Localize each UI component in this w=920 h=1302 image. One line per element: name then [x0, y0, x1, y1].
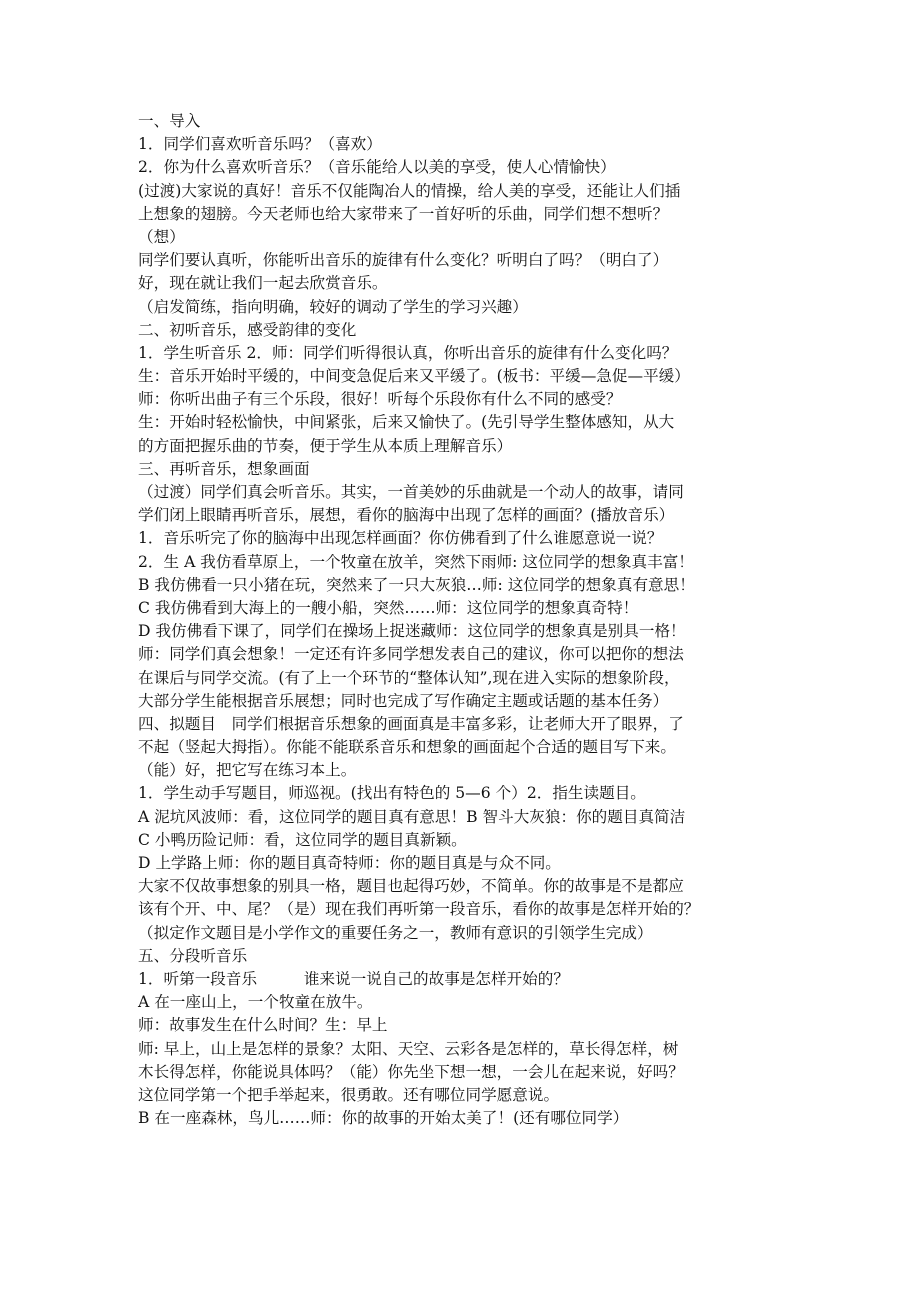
text-line: B 我仿佛看一只小猪在玩，突然来了一只大灰狼…师: 这位同学的想象真有意思！: [138, 575, 695, 594]
text-line: A 泥坑风波师：看，这位同学的题目真有意思！B 智斗大灰狼：你的题目真简洁: [138, 807, 686, 826]
text-line: 1．同学们喜欢听音乐吗？（喜欢）: [138, 135, 382, 154]
text-line: （拟定作文题目是小学作文的重要任务之一，教师有意识的引领学生完成）: [138, 923, 653, 942]
text-line: 大部分学生能根据音乐展想；同时也完成了写作确定主题或话题的基本任务）: [138, 691, 669, 710]
text-line: 不起（竖起大拇指）。你能不能联系音乐和想象的画面起个合适的题目写下来。: [138, 738, 676, 757]
text-line: 在课后与同学交流。(有了上一个环节的“整体认知”,现在进入实际的想象阶段，: [138, 668, 680, 687]
text-line: 师：你听出曲子有三个乐段，很好！听每个乐段你有什么不同的感受？: [138, 390, 622, 409]
section-heading-title: 四、拟题目 同学们根据音乐想象的画面真是丰富多彩，让老师大开了眼界，了: [138, 714, 684, 733]
text-line: （能）好，把它写在练习本上。: [138, 761, 357, 780]
text-line: (过渡)大家说的真好！音乐不仅能陶冶人的情操，给人美的享受，还能让人们插: [138, 181, 681, 200]
text-line: 生：音乐开始时平缓的，中间变急促后来又平缓了。(板书：平缓—急促—平缓）: [138, 367, 690, 386]
text-line: （启发简练，指向明确，较好的调动了学生的学习兴趣）: [138, 297, 528, 316]
text-line: 的方面把握乐曲的节奏，便于学生从本质上理解音乐）: [138, 436, 513, 455]
section-heading-first-listen: 二、初听音乐，感受韵律的变化: [138, 320, 357, 339]
section-heading-imagine: 三、再听音乐，想象画面: [138, 459, 310, 478]
section-heading-intro: 一、导入: [138, 112, 201, 130]
text-line: 学们闭上眼睛再听音乐，展想，看你的脑海中出现了怎样的画面？(播放音乐）: [138, 506, 675, 525]
text-line: C 小鸭历险记师：看，这位同学的题目真新颖。: [138, 830, 467, 849]
text-line: 2．你为什么喜欢听音乐？（音乐能给人以美的享受，使人心情愉快）: [138, 158, 616, 177]
text-line: （想）: [138, 227, 185, 246]
text-line: 2．生 A 我仿看草原上，一个牧童在放羊，突然下雨师: 这位同学的想象真丰富！: [138, 552, 694, 571]
text-line: 木长得怎样，你能说具体吗？（能）你先坐下想一想，一会儿在起来说，好吗？: [138, 1062, 684, 1081]
text-line: 师: 早上，山上是怎样的景象？太阳、天空、云彩各是怎样的，草长得怎样，树: [138, 1039, 679, 1058]
text-line: D 我仿佛看下课了，同学们在操场上捉迷藏师：这位同学的想象真是别具一格！: [138, 622, 686, 641]
text-line: B 在一座森林，鸟儿……师：你的故事的开始太美了！(还有哪位同学）: [138, 1109, 629, 1128]
text-line: （过渡）同学们真会听音乐。其实，一首美妙的乐曲就是一个动人的故事，请同: [138, 483, 684, 501]
text-line: 好，现在就让我们一起去欣赏音乐。: [138, 274, 388, 293]
text-line: 该有个开、中、尾？（是）现在我们再听第一段音乐，看你的故事是怎样开始的？: [138, 900, 700, 919]
text-line: 这位同学第一个把手举起来，很勇敢。还有哪位同学愿意说。: [138, 1085, 560, 1104]
text-line: 上想象的翅膀。今天老师也给大家带来了一首好听的乐曲，同学们想不想听？: [138, 204, 669, 223]
text-line: 同学们要认真听，你能听出音乐的旋律有什么变化？听明白了吗？（明白了）: [138, 251, 669, 270]
text-line: 生：开始时轻松愉快，中间紧张，后来又愉快了。(先引导学生整体感知，从大: [138, 413, 675, 432]
section-heading-segment: 五、分段听音乐: [138, 946, 248, 965]
text-line: C 我仿佛看到大海上的一艘小船，突然……师：这位同学的想象真奇特！: [138, 598, 639, 617]
text-line: A 在一座山上，一个牧童在放牛。: [138, 993, 373, 1012]
document-page: [138, 110, 798, 1130]
text-line: 1．听第一段音乐 谁来说一说自己的故事是怎样开始的？: [138, 969, 569, 988]
text-line: 大家不仅故事想象的别具一格，题目也起得巧妙，不简单。你的故事是不是都应: [138, 877, 684, 896]
text-line: 师：故事发生在什么时间？生：早上: [138, 1016, 388, 1035]
text-line: 1．音乐听完了你的脑海中出现怎样画面？你仿佛看到了什么谁愿意说一说？: [138, 529, 663, 548]
text-line: 1．学生动手写题目，师巡视。(找出有特色的 5—6 个）2．指生读题目。: [138, 784, 646, 803]
text-line: 1．学生听音乐 2．师：同学们听得很认真，你听出音乐的旋律有什么变化吗？: [138, 343, 678, 362]
text-line: 师：同学们真会想象！一定还有许多同学想发表自己的建议，你可以把你的想法: [138, 645, 684, 664]
text-line: D 上学路上师：你的题目真奇特师：你的题目真是与众不同。: [138, 854, 561, 872]
